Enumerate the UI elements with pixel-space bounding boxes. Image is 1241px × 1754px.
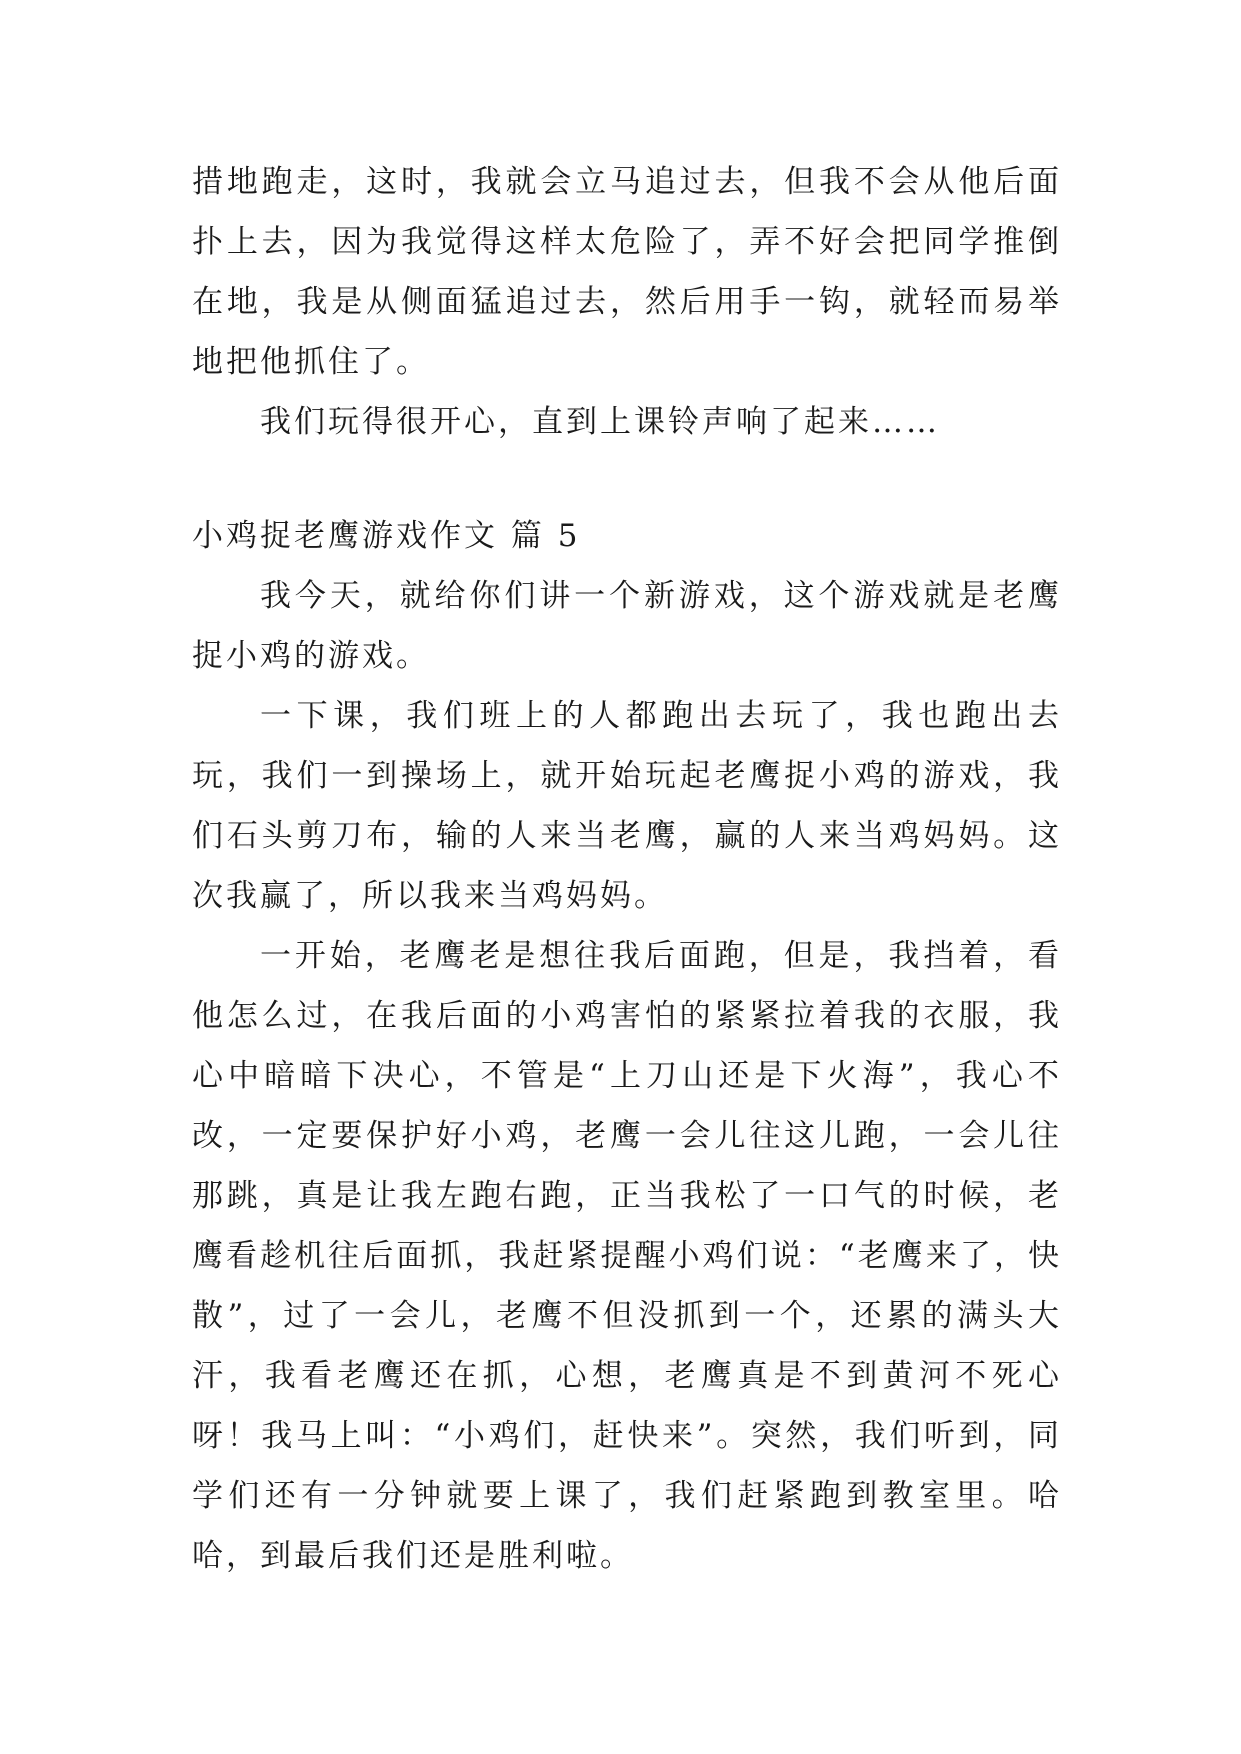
essay-paragraph-1: 我今天，就给你们讲一个新游戏，这个游戏就是老鹰捉小鸡的游戏。	[192, 578, 1062, 674]
section-label: 篇 5	[510, 518, 581, 554]
paragraph-continuation: 措地跑走，这时，我就会立马追过去，但我不会从他后面扑上去，因为我觉得这样太危险了，弄不好会把同学推倒在地，我是从侧面猛追过去，然后用手一钩，就轻而易举地把他抓住了。	[192, 164, 1062, 380]
section-heading	[192, 506, 580, 566]
essay-paragraph-3: 一开始，老鹰老是想往我后面跑，但是，我挡着，看他怎么过，在我后面的小鸡害怕的紧紧拉着我的衣服，我心中暗暗下决心，不管是“上刀山还是下火海”，我心不改，一定要保护好小鸡，老鹰一会儿往这儿跑，一会儿往那跳，真是让我左跑右跑，正当我松了一口气的时候，老鹰看趁机往后面抓，我赶紧提醒小鸡们说：“老鹰来了，快散”，过了一会儿，老鹰不但没抓到一个，还累的满头大汗，我看老鹰还在抓，心想，老鹰真是不到黄河不死心呀！我马上叫：“小鸡们，赶快来”。突然，我们听到，同学们还有一分钟就要上课了，我们赶紧跑到教室里。哈哈，到最后我们还是胜利啦。	[192, 938, 1062, 1574]
previous-essay-ending	[192, 152, 1062, 452]
section-title: 小鸡捉老鹰游戏作文	[192, 518, 498, 554]
paragraph-closing: 我们玩得很开心，直到上课铃声响了起来……	[260, 404, 940, 440]
essay-paragraph-2: 一下课，我们班上的人都跑出去玩了，我也跑出去玩，我们一到操场上，就开始玩起老鹰捉小鸡的游戏，我们石头剪刀布，输的人来当老鹰，赢的人来当鸡妈妈。这次我赢了，所以我来当鸡妈妈。	[192, 698, 1062, 914]
essay-body	[192, 566, 1062, 1586]
